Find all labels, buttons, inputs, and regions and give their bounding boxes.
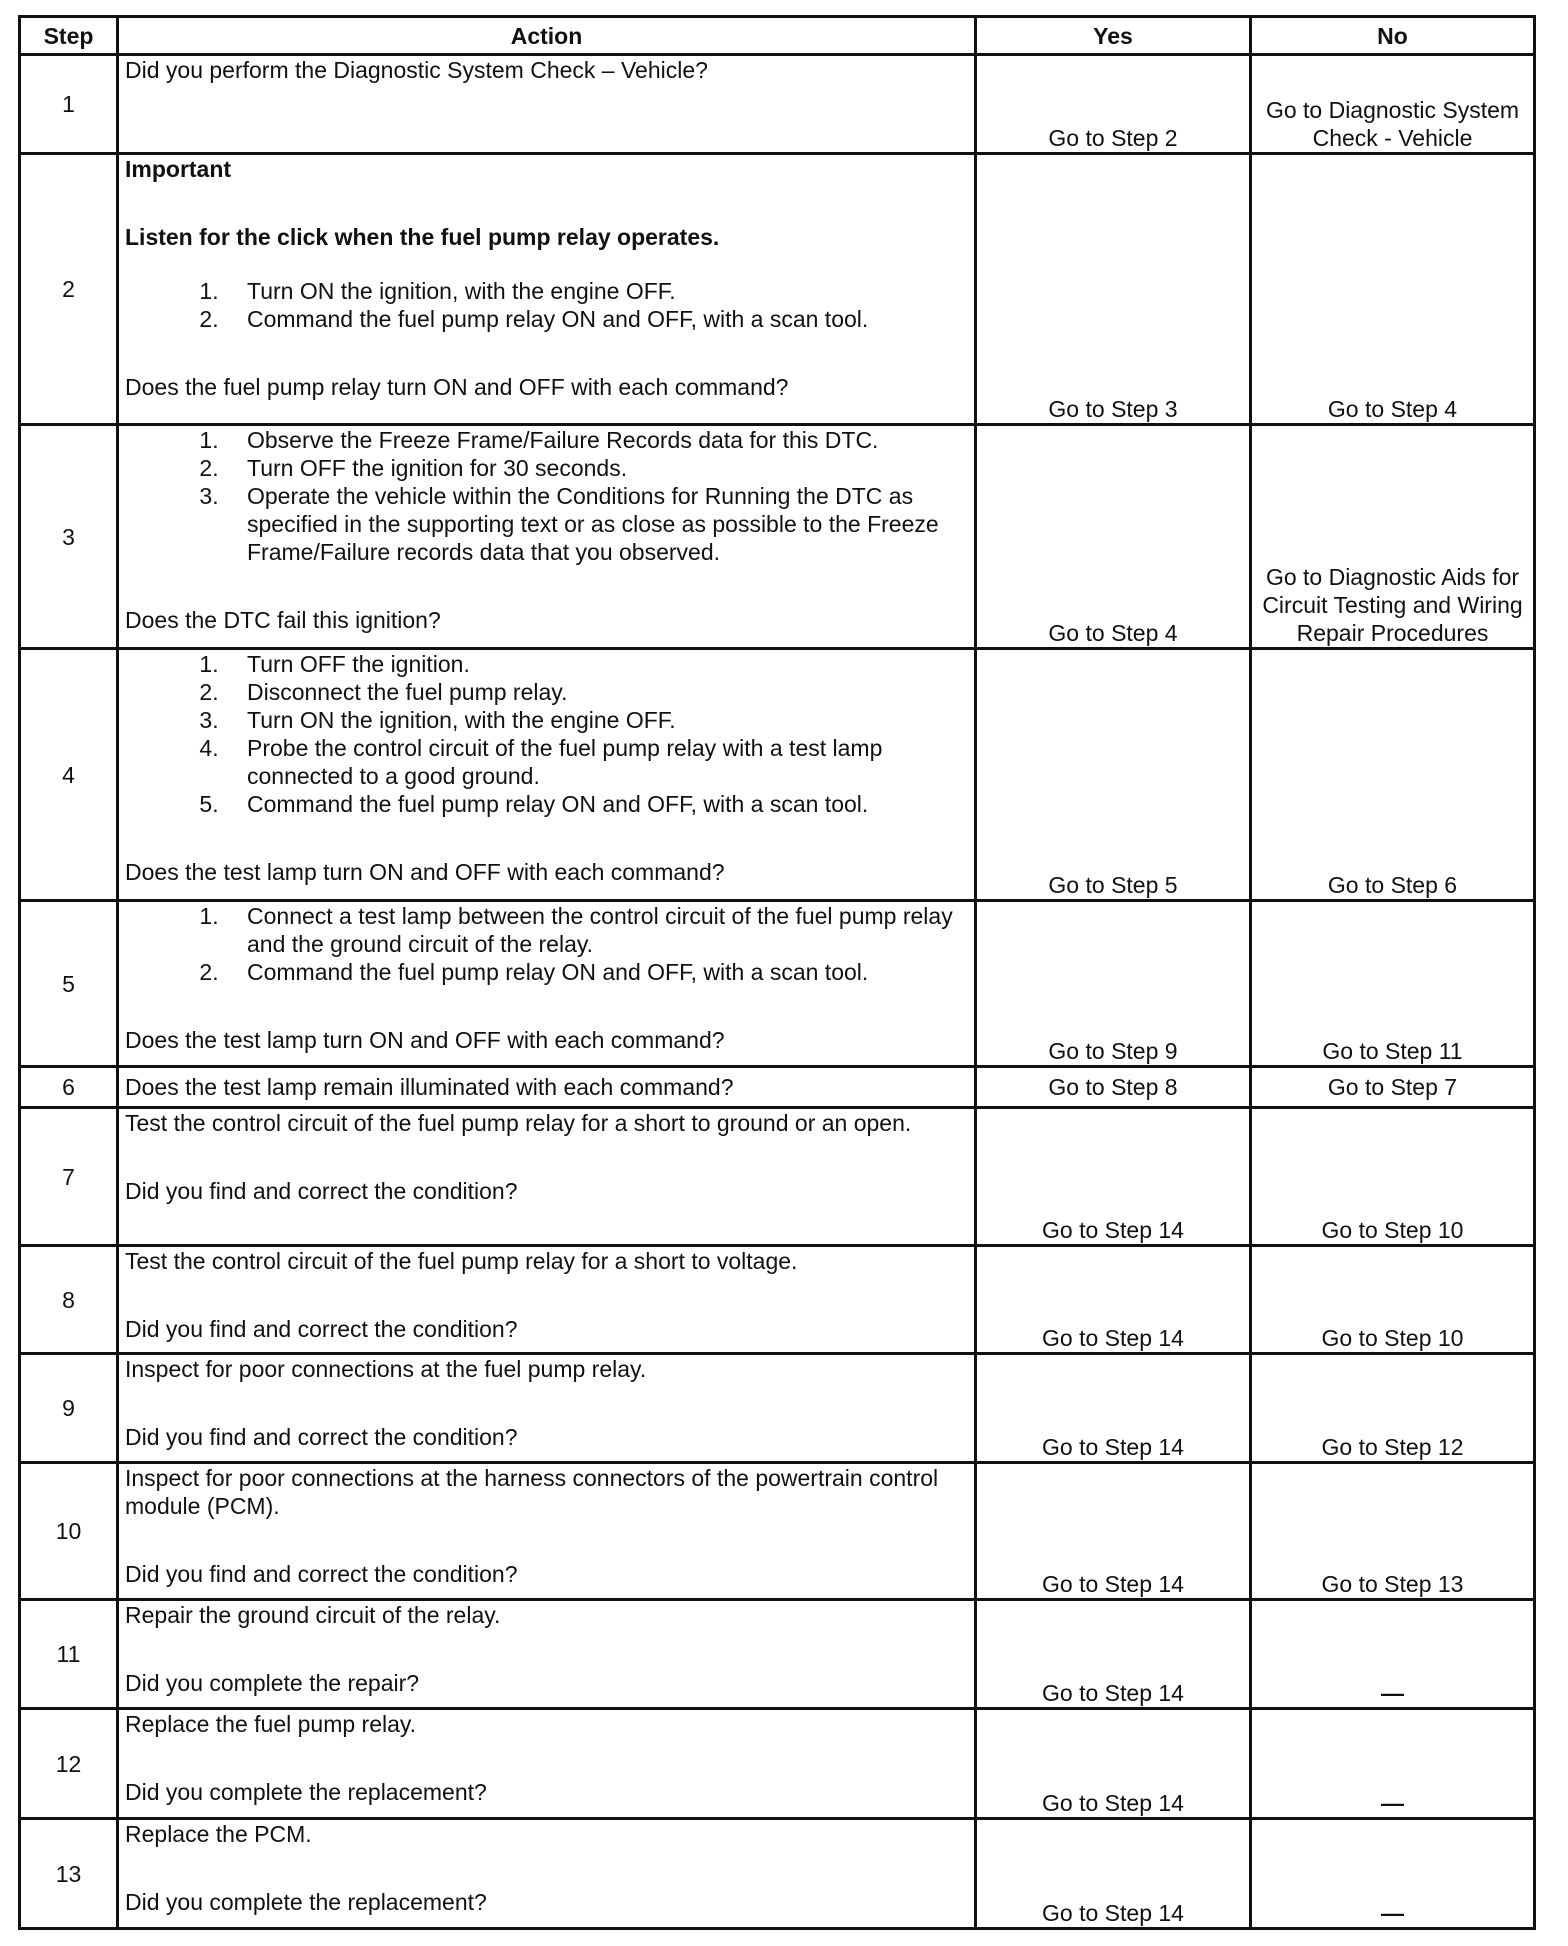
procedure-item: 1. Turn OFF the ignition.: [225, 650, 968, 678]
header-yes: Yes: [976, 17, 1251, 55]
yes-cell: Go to Step 14: [976, 1246, 1251, 1354]
step-number: 5: [20, 901, 118, 1067]
procedure-item: 1. Turn ON the ignition, with the engine OFF.: [225, 277, 968, 305]
procedure-item: 3. Turn ON the ignition, with the engine OFF.: [225, 706, 968, 734]
step-number: 12: [20, 1709, 118, 1819]
table-row: [20, 1709, 1535, 1819]
step-number: 6: [20, 1067, 118, 1108]
table-row: [20, 649, 1535, 901]
action-cell: [118, 55, 976, 154]
action-cell: [118, 1246, 976, 1354]
table-row: [20, 55, 1535, 154]
diagnostic-table-wrapper: [18, 15, 1536, 1930]
step-number: 1: [20, 55, 118, 154]
yes-cell: Go to Step 14: [976, 1819, 1251, 1929]
action-cell: [118, 1709, 976, 1819]
no-cell: Go to Step 4: [1251, 154, 1535, 425]
yes-cell: Go to Step 4: [976, 425, 1251, 649]
table-row: [20, 425, 1535, 649]
action-text: Replace the PCM.: [125, 1821, 312, 1847]
action-question: Did you perform the Diagnostic System Check – Vehicle?: [125, 57, 708, 83]
procedure-list: [125, 426, 968, 566]
step-number: 10: [20, 1463, 118, 1600]
procedure-item: 4. Probe the control circuit of the fuel pump relay with a test lamp connected to a good ground.: [225, 734, 968, 790]
procedure-item: 2. Turn OFF the ignition for 30 seconds.: [225, 454, 968, 482]
yes-cell: Go to Step 5: [976, 649, 1251, 901]
yes-cell: Go to Step 2: [976, 55, 1251, 154]
procedure-list: [125, 650, 968, 818]
action-cell: [118, 1067, 976, 1108]
no-cell: Go to Step 6: [1251, 649, 1535, 901]
action-question: Does the DTC fail this ignition?: [125, 607, 441, 633]
action-question: Did you find and correct the condition?: [125, 1561, 518, 1587]
action-text: Inspect for poor connections at the fuel pump relay.: [125, 1356, 647, 1382]
header-action: Action: [118, 17, 976, 55]
no-cell: Go to Diagnostic Aids for Circuit Testing and Wiring Repair Procedures: [1251, 425, 1535, 649]
step-number: 13: [20, 1819, 118, 1929]
table-row: [20, 1600, 1535, 1709]
procedure-list: [125, 277, 968, 333]
no-cell: —: [1251, 1819, 1535, 1929]
yes-cell: Go to Step 14: [976, 1600, 1251, 1709]
procedure-item: 5. Command the fuel pump relay ON and OFF, with a scan tool.: [225, 790, 968, 818]
action-question: Did you complete the replacement?: [125, 1779, 487, 1805]
action-question: Did you find and correct the condition?: [125, 1316, 518, 1342]
action-cell: [118, 901, 976, 1067]
procedure-item: 2. Disconnect the fuel pump relay.: [225, 678, 968, 706]
header-no: No: [1251, 17, 1535, 55]
table-row: [20, 1067, 1535, 1108]
action-text: Repair the ground circuit of the relay.: [125, 1602, 501, 1628]
no-cell: Go to Diagnostic System Check - Vehicle: [1251, 55, 1535, 154]
no-cell: Go to Step 7: [1251, 1067, 1535, 1108]
no-cell: Go to Step 11: [1251, 901, 1535, 1067]
procedure-list: [125, 902, 968, 986]
action-cell: [118, 1354, 976, 1463]
no-cell: Go to Step 12: [1251, 1354, 1535, 1463]
step-number: 2: [20, 154, 118, 425]
header-row: [20, 17, 1535, 55]
step-number: 8: [20, 1246, 118, 1354]
important-note: Listen for the click when the fuel pump relay operates.: [125, 224, 720, 250]
action-cell: [118, 425, 976, 649]
procedure-item: 2. Command the fuel pump relay ON and OFF, with a scan tool.: [225, 305, 968, 333]
no-cell: Go to Step 10: [1251, 1246, 1535, 1354]
table-row: [20, 1354, 1535, 1463]
yes-cell: Go to Step 14: [976, 1354, 1251, 1463]
step-number: 3: [20, 425, 118, 649]
procedure-item: 1. Observe the Freeze Frame/Failure Records data for this DTC.: [225, 426, 968, 454]
action-text: Replace the fuel pump relay.: [125, 1711, 417, 1737]
important-heading: Important: [125, 156, 232, 182]
step-number: 7: [20, 1108, 118, 1246]
yes-cell: Go to Step 8: [976, 1067, 1251, 1108]
action-question: Did you complete the repair?: [125, 1670, 420, 1696]
no-cell: Go to Step 13: [1251, 1463, 1535, 1600]
yes-cell: Go to Step 3: [976, 154, 1251, 425]
yes-cell: Go to Step 14: [976, 1709, 1251, 1819]
yes-cell: Go to Step 14: [976, 1108, 1251, 1246]
yes-cell: Go to Step 14: [976, 1463, 1251, 1600]
action-text: Test the control circuit of the fuel pump relay for a short to ground or an open.: [125, 1110, 912, 1136]
procedure-item: 1. Connect a test lamp between the control circuit of the fuel pump relay and the ground circuit of the relay.: [225, 902, 968, 958]
procedure-item: 2. Command the fuel pump relay ON and OFF, with a scan tool.: [225, 958, 968, 986]
action-cell: [118, 1819, 976, 1929]
action-question: Did you find and correct the condition?: [125, 1424, 518, 1450]
action-cell: [118, 1108, 976, 1246]
action-question: Did you find and correct the condition?: [125, 1178, 518, 1204]
table-row: [20, 1463, 1535, 1600]
procedure-item: 3. Operate the vehicle within the Conditions for Running the DTC as specified in the supporting text or as close as possible to the Freeze Frame/Failure records data that you observed.: [225, 482, 968, 566]
table-row: [20, 1819, 1535, 1929]
action-question: Did you complete the replacement?: [125, 1889, 487, 1915]
action-question: Does the test lamp remain illuminated with each command?: [125, 1074, 734, 1100]
action-question: Does the test lamp turn ON and OFF with each command?: [125, 859, 725, 885]
action-cell: [118, 649, 976, 901]
header-step: Step: [20, 17, 118, 55]
diagnostic-table: [18, 15, 1536, 1930]
action-cell: [118, 1463, 976, 1600]
action-cell: [118, 1600, 976, 1709]
no-cell: —: [1251, 1709, 1535, 1819]
table-row: [20, 901, 1535, 1067]
yes-cell: Go to Step 9: [976, 901, 1251, 1067]
action-question: Does the test lamp turn ON and OFF with each command?: [125, 1027, 725, 1053]
table-row: [20, 154, 1535, 425]
step-number: 9: [20, 1354, 118, 1463]
action-question: Does the fuel pump relay turn ON and OFF with each command?: [125, 374, 789, 400]
action-text: Inspect for poor connections at the harness connectors of the powertrain control module (PCM).: [125, 1465, 939, 1519]
action-text: Test the control circuit of the fuel pump relay for a short to voltage.: [125, 1248, 798, 1274]
step-number: 11: [20, 1600, 118, 1709]
table-row: [20, 1246, 1535, 1354]
table-row: [20, 1108, 1535, 1246]
step-number: 4: [20, 649, 118, 901]
no-cell: Go to Step 10: [1251, 1108, 1535, 1246]
no-cell: —: [1251, 1600, 1535, 1709]
action-cell: [118, 154, 976, 425]
